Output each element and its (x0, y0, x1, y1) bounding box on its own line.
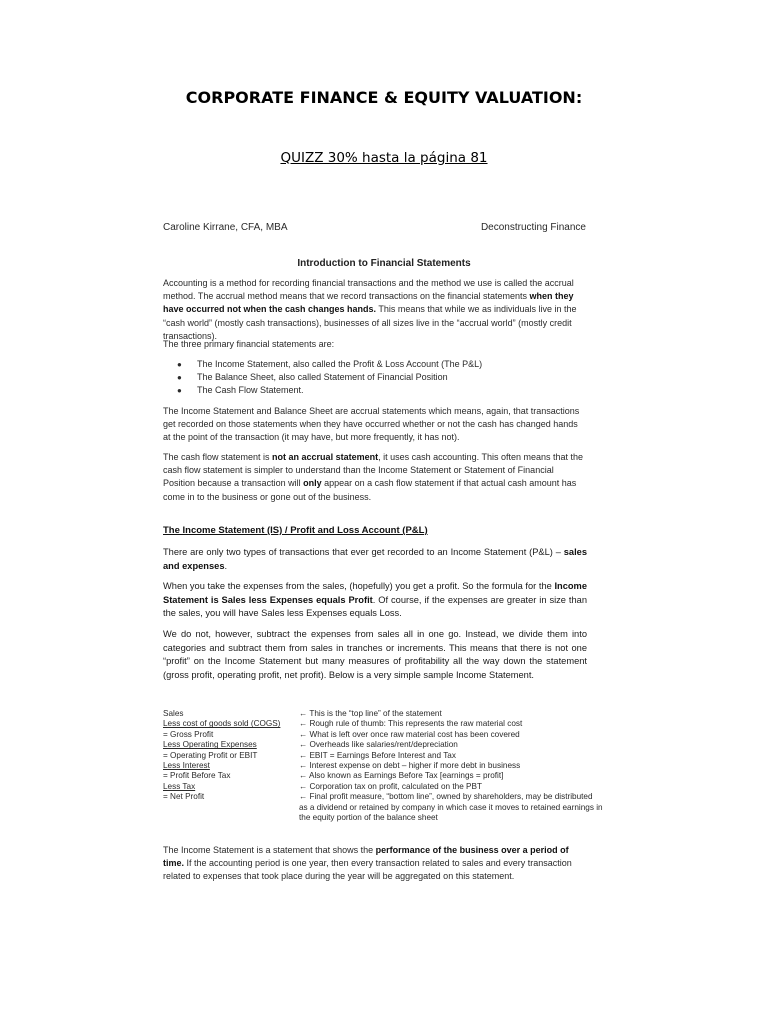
table-row (163, 740, 603, 750)
document-subtitle: QUIZZ 30% hasta la página 81 (280, 150, 488, 166)
line-note: ← EBIT = Earnings Before Interest and Tax (299, 750, 456, 760)
bullet-icon: ● (177, 360, 182, 369)
author-name: Caroline Kirrane, CFA, MBA (163, 222, 288, 233)
paragraph-two-types: There are only two types of transactions that ever get recorded to an Income Statement (P&L) – sales and expenses. (163, 547, 587, 571)
paragraph-profit-formula: When you take the expenses from the sales, (hopefully) you get a profit. So the formula for the Income Statement is Sales less Expenses equals Profit. Of course, if the expenses are greater in size than the sales, you will have Sales less Expenses equals Loss. (163, 581, 587, 619)
line-item: = Profit Before Tax (163, 771, 231, 781)
publisher-name: Deconstructing Finance (480, 222, 586, 233)
paragraph-accrual-statements: The Income Statement and Balance Sheet are accrual statements which means, again, that transactions get recorded on those statements when they have occurred whether or not the cash has changed hands at the point of the transaction (it may have, but more frequently, it has not). (163, 406, 580, 443)
paragraph-three-statements: The three primary financial statements are: (163, 339, 335, 349)
statements-bullet-list (163, 358, 587, 398)
list-item: ● The Income Statement, also called the Profit & Loss Account (The P&L) (163, 358, 587, 371)
line-note: ← Final profit measure, “bottom line”, owned by shareholders, may be distributed as a dividend or retained by company in which case it moves to retained earnings in the equity portion of the balance sheet (299, 792, 603, 823)
table-row (163, 751, 603, 761)
bullet-icon: ● (177, 386, 182, 396)
line-note: ← Rough rule of thumb: This represents the raw material cost (299, 719, 523, 729)
table-row (163, 771, 603, 781)
line-note: ← Corporation tax on profit, calculated on the PBT (299, 781, 482, 791)
line-item: Less Interest (163, 761, 210, 771)
line-item: Less cost of goods sold (COGS) (163, 719, 281, 729)
table-row (163, 730, 603, 740)
sample-income-statement (163, 709, 603, 823)
line-note: ← Interest expense on debt – higher if more debt in business (299, 761, 521, 771)
paragraph-tranches: We do not, however, subtract the expenses from sales all in one go. Instead, we divide them into categories and subtract them from sales in tranches or increments. This means that there is not one “profit” on the Income Statement but many measures of profitability all the way down the statement (gross profit, operating profit, net profit). Below is a very simple sample Income Statement. (163, 629, 587, 680)
list-item: ● The Balance Sheet, also called Statement of Financial Position (163, 371, 587, 384)
document-title: CORPORATE FINANCE & EQUITY VALUATION: (185, 88, 583, 107)
line-item: Sales (163, 709, 184, 718)
line-item: Less Operating Expenses (163, 740, 257, 750)
line-note: ← Also known as Earnings Before Tax [earnings = profit] (299, 771, 504, 781)
table-row (163, 761, 603, 771)
section-title: Introduction to Financial Statements (297, 258, 471, 269)
table-row (163, 719, 603, 729)
paragraph-cash-flow: The cash flow statement is not an accrual statement, it uses cash accounting. This often means that the cash flow statement is simpler to understand than the Income Statement or Statement of Financial Position because a transaction will only appear on a cash flow statement if that actual cash amount has come in to the business or gone out of the business. (163, 452, 584, 502)
income-statement-heading: The Income Statement (IS) / Profit and Loss Account (P&L) (163, 525, 428, 536)
line-item: = Operating Profit or EBIT (163, 750, 258, 760)
line-item: = Net Profit (163, 792, 205, 802)
line-note: ← This is the “top line” of the statement (299, 709, 442, 718)
paragraph-performance: The Income Statement is a statement that shows the performance of the business over a period of time. If the accounting period is one year, then every transaction related to sales and every transaction related to expenses that took place during the year will be aggregated on this statement. (163, 845, 572, 882)
line-item: Less Tax (163, 781, 196, 791)
table-row (163, 782, 603, 792)
line-note: ← What is left over once raw material cost has been covered (299, 729, 520, 739)
table-row (163, 792, 603, 823)
line-note: ← Overheads like salaries/rent/depreciation (299, 740, 458, 750)
list-item: ● The Cash Flow Statement. (163, 384, 587, 397)
table-row (163, 709, 603, 719)
paragraph-accrual: Accounting is a method for recording financial transactions and the method we use is called the accrual method. The accrual method means that we record transactions on the financial statements when they have occurred not when the cash changes hands. This means that while we as individuals live in the “cash world” (mostly cash transactions), businesses of all sizes live in the “accrual world” (mostly credit transactions). (163, 278, 577, 341)
line-item: = Gross Profit (163, 729, 214, 739)
bullet-icon: ● (177, 373, 182, 383)
